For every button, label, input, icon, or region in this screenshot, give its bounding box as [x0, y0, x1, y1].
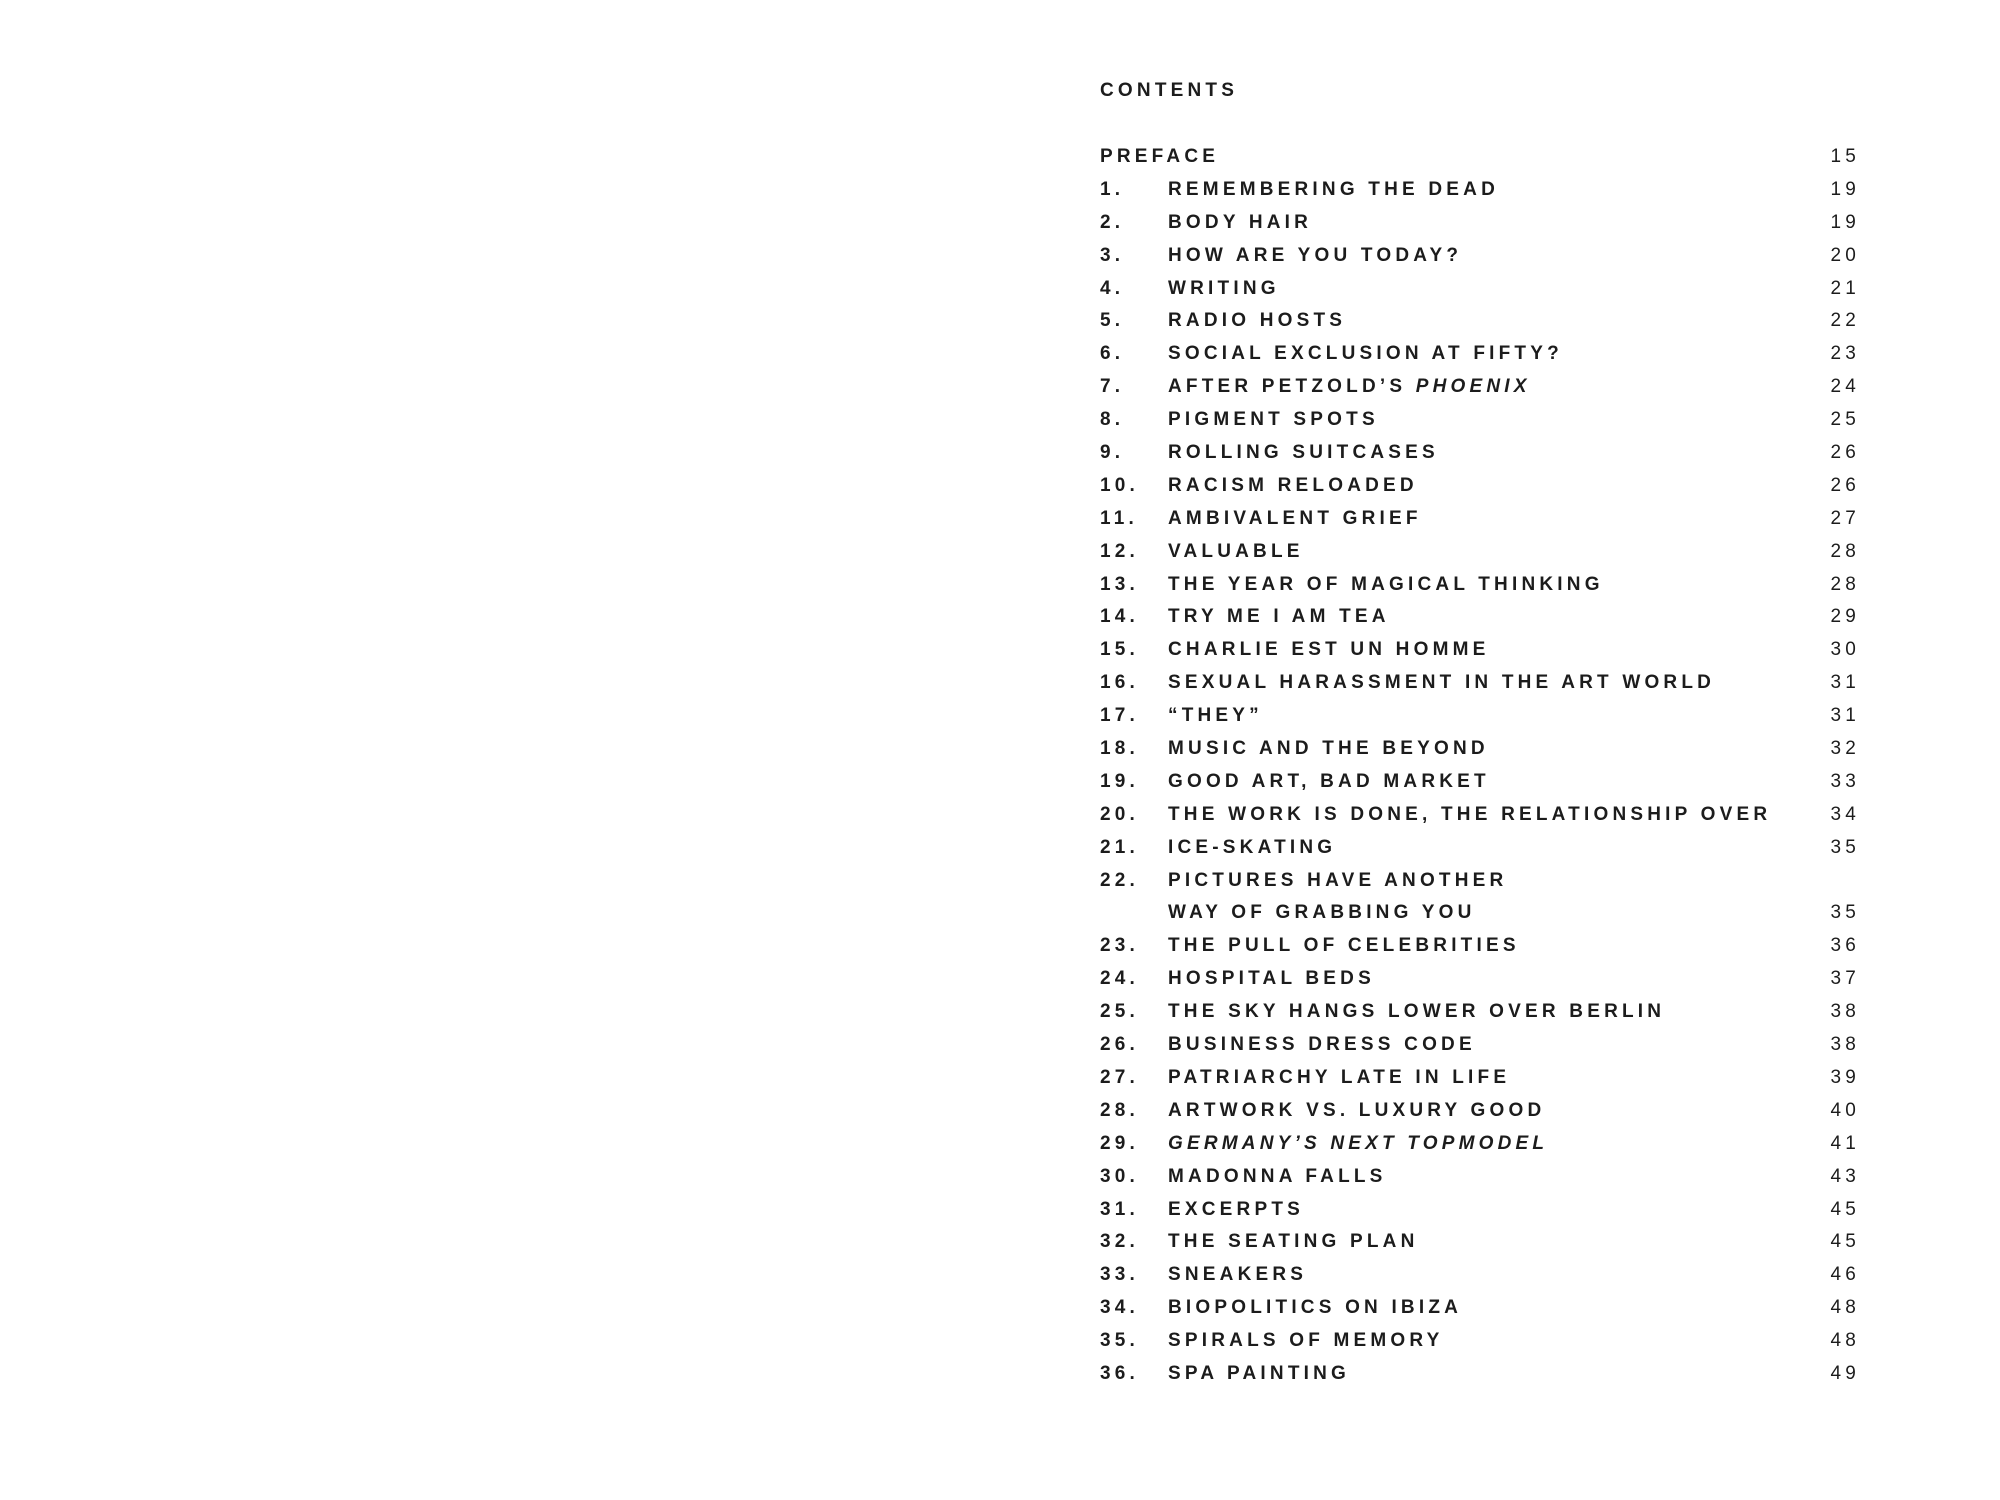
toc-entry-title-text: RACISM RELOADED	[1168, 474, 1418, 496]
toc-entry-page-number: 38	[1830, 1034, 1860, 1056]
toc-entry-title-text: BODY HAIR	[1168, 211, 1313, 233]
toc-entry-page-number: 37	[1830, 968, 1860, 990]
toc-entry-title-text: BIOPOLITICS ON IBIZA	[1168, 1297, 1463, 1319]
toc-entry	[1100, 670, 1860, 703]
toc-entry-number: 26.	[1100, 1034, 1140, 1056]
toc-entry-title	[1168, 177, 1499, 203]
toc-entry-title-text: SPIRALS OF MEMORY	[1168, 1330, 1444, 1352]
toc-entry-title	[1168, 1032, 1476, 1058]
toc-entry-title-text: PICTURES HAVE ANOTHER	[1168, 869, 1508, 891]
toc-entry-page-number: 45	[1830, 1198, 1860, 1220]
toc-entry-number: 5.	[1100, 310, 1125, 332]
toc-entry-page-number: 46	[1830, 1264, 1860, 1286]
toc-entry-page-number: 33	[1830, 770, 1860, 792]
toc-entry-number: 13.	[1100, 573, 1140, 595]
toc-entry-page-number: 26	[1830, 442, 1860, 464]
toc-entry-title-text: MADONNA FALLS	[1168, 1165, 1387, 1187]
toc-entry-number: 33.	[1100, 1264, 1140, 1286]
toc-entry-number: 10.	[1100, 474, 1140, 496]
toc-entry-page-number: 19	[1830, 178, 1860, 200]
toc-entry-number: 8.	[1100, 409, 1125, 431]
toc-entry-title-text: “THEY”	[1168, 705, 1263, 727]
toc-entry-number: 15.	[1100, 639, 1140, 661]
toc-entry-title	[1168, 999, 1665, 1025]
toc-entry-title	[1168, 1328, 1443, 1354]
toc-entry-title	[1168, 933, 1520, 959]
toc-entry-title-text: THE PULL OF CELEBRITIES	[1168, 935, 1520, 957]
toc-entry-title	[1168, 670, 1715, 696]
toc-entry-number: 17.	[1100, 705, 1140, 727]
toc-entry	[1100, 341, 1860, 374]
toc-entry-page-number: 41	[1830, 1132, 1860, 1154]
toc-entry	[1100, 1328, 1860, 1361]
toc-row-preface	[1100, 144, 1860, 177]
toc-entry-title-text: SOCIAL EXCLUSION AT FIFTY?	[1168, 343, 1563, 365]
toc-entry	[1100, 900, 1860, 933]
toc-entry-number: 16.	[1100, 672, 1140, 694]
toc-entry-title-text: PIGMENT SPOTS	[1168, 409, 1379, 431]
toc-entry	[1100, 1197, 1860, 1230]
toc-entry-title	[1168, 407, 1379, 433]
toc-entry	[1100, 407, 1860, 440]
toc-entry-page-number: 25	[1830, 409, 1860, 431]
toc-entry	[1100, 243, 1860, 276]
toc-entry-page-number: 21	[1830, 277, 1860, 299]
toc-entry-title-text: TRY ME I AM TEA	[1168, 606, 1390, 628]
toc-entry	[1100, 1131, 1860, 1164]
toc-entry-title-text: EXCERPTS	[1168, 1198, 1305, 1220]
toc-entry-page-number: 32	[1830, 738, 1860, 760]
toc-entry-page-number: 30	[1830, 639, 1860, 661]
toc-entry-number: 3.	[1100, 244, 1125, 266]
toc-entry	[1100, 539, 1860, 572]
toc-entry-title	[1168, 1065, 1510, 1091]
toc-entry-title	[1168, 736, 1489, 762]
toc-entry-number: 4.	[1100, 277, 1125, 299]
toc-entry	[1100, 1361, 1860, 1394]
toc-entry-title	[1168, 473, 1418, 499]
toc-entry-title-italic: GERMANY’S NEXT TOPMODEL	[1168, 1132, 1549, 1154]
toc-entry-title	[1168, 506, 1422, 532]
toc-entry-title-text: THE SEATING PLAN	[1168, 1231, 1419, 1253]
toc-entry-page-number: 40	[1830, 1099, 1860, 1121]
toc-entry-page-number: 28	[1830, 540, 1860, 562]
toc-entry-number: 9.	[1100, 442, 1125, 464]
toc-entry	[1100, 440, 1860, 473]
toc-entry-title-text: THE WORK IS DONE, THE RELATIONSHIP OVER	[1168, 803, 1772, 825]
toc-entry-title-text: WAY OF GRABBING YOU	[1168, 902, 1476, 924]
toc-entry-number: 20.	[1100, 803, 1140, 825]
toc-entry-number: 23.	[1100, 935, 1140, 957]
toc-entry-title	[1168, 966, 1375, 992]
toc-entry-number: 18.	[1100, 738, 1140, 760]
toc-entry-page-number: 31	[1830, 705, 1860, 727]
toc-entry-number: 1.	[1100, 178, 1125, 200]
toc-entry-number: 32.	[1100, 1231, 1140, 1253]
toc-entry-number: 36.	[1100, 1362, 1140, 1384]
toc-entry	[1100, 1032, 1860, 1065]
toc-entry	[1100, 572, 1860, 605]
toc-entry-number: 35.	[1100, 1330, 1140, 1352]
toc-entry-title-text: BUSINESS DRESS CODE	[1168, 1034, 1476, 1056]
toc-entry-title-text: THE YEAR OF MAGICAL THINKING	[1168, 573, 1604, 595]
toc-entry-page-number: 19	[1830, 211, 1860, 233]
toc-entry-title-text: SEXUAL HARASSMENT IN THE ART WORLD	[1168, 672, 1716, 694]
toc-entry-page-number: 35	[1830, 902, 1860, 924]
toc-entry-title-text: AFTER PETZOLD’S	[1168, 376, 1416, 398]
toc-entry-number: 28.	[1100, 1099, 1140, 1121]
toc-entry	[1100, 276, 1860, 309]
toc-entry-title	[1168, 703, 1263, 729]
toc-entry-title-text: REMEMBERING THE DEAD	[1168, 178, 1500, 200]
toc-entry	[1100, 966, 1860, 999]
toc-entry-page-number: 26	[1830, 474, 1860, 496]
toc-entry-page-number: 27	[1830, 507, 1860, 529]
toc-entry-number: 7.	[1100, 376, 1125, 398]
toc-entry-number: 29.	[1100, 1132, 1140, 1154]
toc-entry-number: 12.	[1100, 540, 1140, 562]
toc-entry-title-text: SNEAKERS	[1168, 1264, 1308, 1286]
toc-entry	[1100, 703, 1860, 736]
toc-entry-title-italic: PHOENIX	[1415, 376, 1531, 398]
toc-entry-title	[1168, 769, 1490, 795]
toc-entry-number: 27.	[1100, 1066, 1140, 1088]
toc-entry-page-number: 45	[1830, 1231, 1860, 1253]
toc-entry-title	[1168, 835, 1336, 861]
toc-entry-page-number: 31	[1830, 672, 1860, 694]
toc-entry-title-text: ICE-SKATING	[1168, 836, 1337, 858]
toc-entry	[1100, 210, 1860, 243]
toc-entry-title	[1168, 539, 1304, 565]
toc-entry-title	[1168, 1262, 1307, 1288]
toc-entry-title	[1168, 210, 1312, 236]
toc-entry-title	[1168, 1295, 1462, 1321]
toc-entry-title-text: CHARLIE EST UN HOMME	[1168, 639, 1490, 661]
toc-entry-title-text: RADIO HOSTS	[1168, 310, 1347, 332]
toc-entry-title-text: ARTWORK VS. LUXURY GOOD	[1168, 1099, 1546, 1121]
toc-entry-title-text: ROLLING SUITCASES	[1168, 442, 1439, 464]
toc-entry-page-number: 22	[1830, 310, 1860, 332]
toc-entry	[1100, 736, 1860, 769]
toc-entry-title-text: PATRIARCHY LATE IN LIFE	[1168, 1066, 1511, 1088]
toc-entry-title	[1168, 374, 1531, 400]
toc-entry-page-number: 24	[1830, 376, 1860, 398]
toc-entry-title	[1168, 440, 1439, 466]
toc-entry-page-number: 36	[1830, 935, 1860, 957]
toc-entry-page-number: 35	[1830, 836, 1860, 858]
toc-entry-page-number: 34	[1830, 803, 1860, 825]
toc-entry-title-text: SPA PAINTING	[1168, 1362, 1350, 1384]
toc-entry-title	[1168, 1098, 1545, 1124]
toc-entry-title	[1168, 900, 1476, 926]
toc-entry-title	[1168, 341, 1563, 367]
toc-entry	[1100, 868, 1860, 901]
right-page-contents	[1000, 0, 2000, 1500]
toc-entry-title	[1168, 868, 1507, 894]
toc-entry	[1100, 933, 1860, 966]
toc-entry	[1100, 374, 1860, 407]
toc-entry	[1100, 1262, 1860, 1295]
toc-entry-page-number: 23	[1830, 343, 1860, 365]
toc-entry-page-number: 48	[1830, 1297, 1860, 1319]
toc-entry	[1100, 604, 1860, 637]
toc-entry-number: 11.	[1100, 507, 1138, 529]
toc-entry-number: 31.	[1100, 1198, 1140, 1220]
toc-entry-page-number: 20	[1830, 244, 1860, 266]
toc-entry-title	[1168, 802, 1771, 828]
toc-entry-title-text: HOSPITAL BEDS	[1168, 968, 1375, 990]
toc-entry	[1100, 506, 1860, 539]
toc-entry-title	[1168, 1361, 1350, 1387]
toc-entry-page-number: 38	[1830, 1001, 1860, 1023]
toc-entry-page-number: 39	[1830, 1066, 1860, 1088]
toc-entry-title	[1168, 1229, 1419, 1255]
toc-entry-title	[1168, 572, 1604, 598]
toc-entry-number: 14.	[1100, 606, 1140, 628]
table-of-contents	[1100, 144, 1860, 1394]
toc-preface-page: 15	[1830, 146, 1860, 167]
toc-entry-title-text: THE SKY HANGS LOWER OVER BERLIN	[1168, 1001, 1666, 1023]
toc-entry-page-number: 48	[1830, 1330, 1860, 1352]
toc-entry	[1100, 1164, 1860, 1197]
toc-entry-title	[1168, 308, 1346, 334]
toc-entry-number: 25.	[1100, 1001, 1140, 1023]
toc-entry-number: 21.	[1100, 836, 1140, 858]
toc-entry-number: 19.	[1100, 770, 1140, 792]
toc-entry-number: 2.	[1100, 211, 1125, 233]
toc-entry-page-number: 29	[1830, 606, 1860, 628]
toc-entry-number: 6.	[1100, 343, 1125, 365]
toc-entry	[1100, 999, 1860, 1032]
contents-heading: CONTENTS	[1100, 80, 1239, 101]
toc-preface-title: PREFACE	[1100, 146, 1220, 167]
toc-entry	[1100, 769, 1860, 802]
toc-entry-title	[1168, 243, 1462, 269]
toc-entry-title-text: AMBIVALENT GRIEF	[1168, 507, 1422, 529]
toc-entry-title	[1168, 604, 1390, 630]
toc-entry	[1100, 1229, 1860, 1262]
toc-entry	[1100, 308, 1860, 341]
toc-entry-number: 22.	[1100, 869, 1140, 891]
toc-entry-number: 30.	[1100, 1165, 1140, 1187]
toc-entry-number: 34.	[1100, 1297, 1140, 1319]
toc-entry-number: 24.	[1100, 968, 1140, 990]
toc-entry-title	[1168, 637, 1490, 663]
toc-entry-title	[1168, 1164, 1387, 1190]
toc-entry-title-text: WRITING	[1168, 277, 1280, 299]
toc-entry	[1100, 1098, 1860, 1131]
toc-entry	[1100, 802, 1860, 835]
toc-entry-page-number: 28	[1830, 573, 1860, 595]
toc-entry-page-number: 43	[1830, 1165, 1860, 1187]
toc-entry	[1100, 1065, 1860, 1098]
toc-entry-title-text: MUSIC AND THE BEYOND	[1168, 738, 1489, 760]
toc-entry-title-text: GOOD ART, BAD MARKET	[1168, 770, 1490, 792]
toc-entry-title	[1168, 276, 1280, 302]
toc-entry	[1100, 1295, 1860, 1328]
toc-entry	[1100, 637, 1860, 670]
toc-entry-title	[1168, 1131, 1548, 1157]
toc-entry-title-text: HOW ARE YOU TODAY?	[1168, 244, 1463, 266]
toc-entry	[1100, 473, 1860, 506]
toc-entry	[1100, 177, 1860, 210]
toc-entry-page-number: 49	[1830, 1362, 1860, 1384]
toc-entry	[1100, 835, 1860, 868]
toc-entry-title	[1168, 1197, 1304, 1223]
toc-entry-title-text: VALUABLE	[1168, 540, 1304, 562]
